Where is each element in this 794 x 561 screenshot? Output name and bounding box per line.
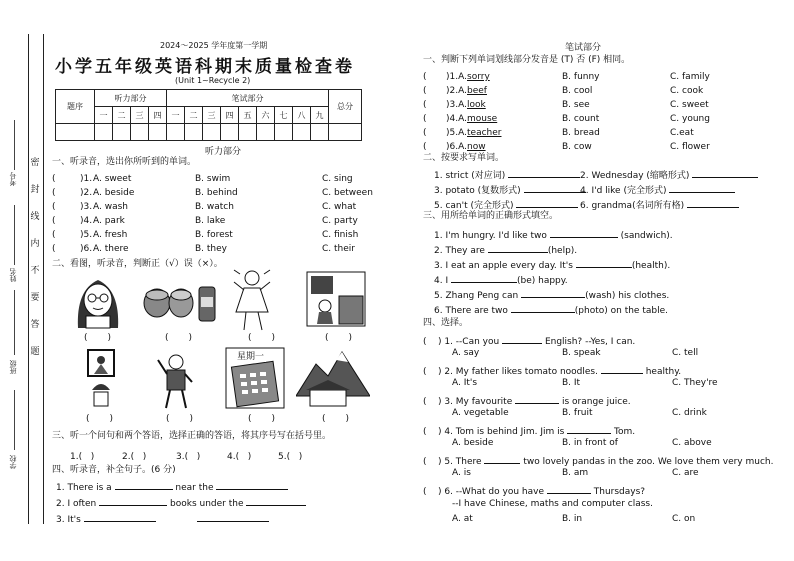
listening-q1-title: 一、听录音，选出你所听到的单词。 bbox=[52, 157, 197, 167]
s4-q5-b: B. am bbox=[562, 468, 589, 478]
option-a: A. park bbox=[93, 216, 125, 226]
s4-q1-c: C. tell bbox=[672, 348, 699, 358]
listening-q4-title: 四、听录音，补全句子。(6 分) bbox=[52, 465, 176, 475]
dancing-girl-picture bbox=[232, 268, 272, 332]
option-c: C. their bbox=[322, 244, 355, 254]
seal-char: 线 bbox=[30, 212, 40, 222]
soldier-picture bbox=[156, 352, 196, 410]
blank-input[interactable] bbox=[601, 364, 643, 374]
option-b: B. cow bbox=[562, 142, 592, 152]
q3-answer-label: 1.( bbox=[70, 452, 83, 462]
listening-q2-title: 二、看图，听录音，判断正（√）误（×）。 bbox=[52, 259, 223, 269]
option-a: A. beside bbox=[93, 188, 135, 198]
s3-item-5 bbox=[434, 288, 669, 302]
score-col-written: 笔试部分 bbox=[167, 90, 329, 107]
answer-bracket[interactable]: ( ) bbox=[423, 397, 442, 407]
s2-item-2 bbox=[580, 168, 758, 182]
s4-question-rest: Thursdays? bbox=[593, 487, 646, 497]
answer-bracket[interactable]: ( bbox=[52, 216, 56, 226]
food-picture bbox=[143, 283, 223, 323]
s4-q1-b: B. speak bbox=[562, 348, 601, 358]
page-title: 小学五年级英语科期末质量检查卷 bbox=[55, 57, 355, 77]
s4-q4-c: C. above bbox=[672, 438, 712, 448]
option-a: A. wash bbox=[93, 202, 128, 212]
blank-input[interactable] bbox=[567, 424, 611, 434]
answer-bracket[interactable]: ( ) bbox=[423, 367, 442, 377]
s4-question: 4. Tom is behind Jim. Jim is bbox=[444, 427, 565, 437]
written-s4-title: 四、选择。 bbox=[423, 318, 469, 328]
blank-input[interactable] bbox=[84, 512, 156, 522]
option-b: B. funny bbox=[562, 72, 600, 82]
s4-q2 bbox=[423, 364, 681, 378]
q4-text: books under the bbox=[170, 499, 244, 509]
answer-bracket[interactable]: ( ) bbox=[423, 337, 442, 347]
s3-item-4 bbox=[434, 273, 568, 287]
option-a: A. there bbox=[93, 244, 129, 254]
option-c: C. young bbox=[670, 114, 710, 124]
s4-q2-c: C. They're bbox=[672, 378, 718, 388]
option-c: C. party bbox=[322, 216, 358, 226]
s2-text: 5. can't (完全形式) bbox=[434, 201, 514, 211]
s3-item-2 bbox=[434, 243, 577, 257]
s2-item-6 bbox=[580, 198, 739, 212]
exam-number-line bbox=[14, 120, 15, 170]
option-b: B. watch bbox=[195, 202, 234, 212]
blank-input[interactable] bbox=[115, 480, 173, 490]
s3-hint: (sandwich). bbox=[620, 231, 673, 241]
binding-strip bbox=[28, 34, 44, 524]
q-number: )6. bbox=[80, 244, 93, 254]
s4-q3-a: A. vegetable bbox=[452, 408, 509, 418]
q4-text: 3. It's bbox=[56, 515, 81, 525]
blank-input[interactable] bbox=[488, 243, 548, 253]
s3-item-3 bbox=[434, 258, 670, 272]
score-col-total: 总分 bbox=[329, 90, 362, 124]
s4-q6 bbox=[423, 484, 645, 498]
q-number: )3.A. bbox=[446, 100, 467, 110]
mountain-house-picture bbox=[296, 346, 370, 408]
option-c: C. cook bbox=[670, 86, 704, 96]
s4-q6-b: B. in bbox=[562, 514, 583, 524]
q-number: )5.A. bbox=[446, 128, 467, 138]
blank-input[interactable] bbox=[521, 288, 585, 298]
answer-bracket[interactable]: ( ) bbox=[325, 333, 353, 343]
answer-bracket[interactable]: ( ) bbox=[423, 427, 442, 437]
answer-bracket[interactable]: ( ) bbox=[322, 414, 350, 424]
s4-q4 bbox=[423, 424, 635, 438]
seal-char: 封 bbox=[30, 185, 40, 195]
answer-bracket[interactable]: ( ) bbox=[423, 487, 442, 497]
s3-text: 4. I bbox=[434, 276, 449, 286]
s2-text: 4. I'd like (完全形式) bbox=[580, 186, 667, 196]
score-num: 七 bbox=[275, 107, 293, 124]
s4-question-rest: two lovely pandas in the zoo. We love them very much. bbox=[523, 457, 774, 467]
score-num: 四 bbox=[149, 107, 167, 124]
s4-q6-c: C. on bbox=[672, 514, 696, 524]
score-num: 二 bbox=[185, 107, 203, 124]
answer-bracket[interactable]: ( ) bbox=[86, 414, 114, 424]
option-b: B. count bbox=[562, 114, 600, 124]
answer-bracket[interactable]: ( bbox=[52, 188, 56, 198]
s3-text: 6. There are two bbox=[434, 306, 508, 316]
name-line bbox=[14, 205, 15, 265]
class-label: 班级 bbox=[9, 360, 17, 374]
q-number: )5. bbox=[80, 230, 93, 240]
s4-q5-a: A. is bbox=[452, 468, 471, 478]
answer-bracket[interactable]: ( bbox=[52, 202, 56, 212]
q-number: )4. bbox=[80, 216, 93, 226]
answer-bracket[interactable]: ( bbox=[52, 230, 56, 240]
option-b: B. behind bbox=[195, 188, 238, 198]
blank-input[interactable] bbox=[550, 228, 618, 238]
option-b: B. swim bbox=[195, 174, 231, 184]
option-a: A. fresh bbox=[93, 230, 128, 240]
s4-question: 5. There bbox=[444, 457, 482, 467]
s4-question-rest: English? --Yes, I can. bbox=[544, 337, 636, 347]
answer-bracket[interactable]: ( bbox=[423, 142, 427, 152]
written-title: 笔试部分 bbox=[565, 43, 602, 53]
answer-bracket[interactable]: ( bbox=[423, 72, 427, 82]
s3-item-6 bbox=[434, 303, 668, 317]
q4-text: 2. I often bbox=[56, 499, 97, 509]
score-num: 八 bbox=[293, 107, 311, 124]
calendar-label: 星期一 bbox=[235, 349, 266, 362]
s2-item-5 bbox=[434, 198, 578, 212]
kitchen-picture bbox=[305, 270, 367, 328]
s4-q3 bbox=[423, 394, 631, 408]
term-line: 2024～2025 学年度第一学期 bbox=[160, 41, 268, 50]
option-a: teacher bbox=[467, 128, 502, 138]
blank-input[interactable] bbox=[451, 273, 517, 283]
exam-number-label: 考号 bbox=[9, 172, 17, 186]
s3-hint: (help). bbox=[547, 246, 578, 256]
blank-input[interactable] bbox=[511, 303, 575, 313]
option-c: C. flower bbox=[670, 142, 710, 152]
q4-text: near the bbox=[175, 483, 214, 493]
s4-q6-a: A. at bbox=[452, 514, 473, 524]
s2-text: 2. Wednesday (缩略形式) bbox=[580, 171, 690, 181]
photo-plant-picture bbox=[74, 348, 124, 410]
s3-text: 2. They are bbox=[434, 246, 485, 256]
answer-bracket[interactable]: ( bbox=[423, 100, 427, 110]
answer-bracket[interactable]: ( bbox=[52, 174, 56, 184]
score-num: 九 bbox=[311, 107, 329, 124]
answer-bracket[interactable]: ( ) bbox=[166, 414, 194, 424]
score-num: 三 bbox=[131, 107, 149, 124]
score-table bbox=[55, 89, 362, 141]
seal-char: 要 bbox=[30, 293, 40, 303]
name-label: 姓名 bbox=[9, 268, 17, 282]
score-col-listen: 听力部分 bbox=[95, 90, 167, 107]
s4-q2-a: A. It's bbox=[452, 378, 478, 388]
q3-answer-label: 4.( bbox=[227, 452, 240, 462]
s4-q5 bbox=[423, 454, 773, 468]
option-b: B. forest bbox=[195, 230, 233, 240]
s2-text: 3. potato (复数形式) bbox=[434, 186, 521, 196]
s3-hint: (health). bbox=[631, 261, 671, 271]
option-c: C. sweet bbox=[670, 100, 709, 110]
s4-q3-c: C. drink bbox=[672, 408, 707, 418]
score-num: 四 bbox=[221, 107, 239, 124]
score-num: 五 bbox=[239, 107, 257, 124]
s2-text: 6. grandma(名词所有格) bbox=[580, 201, 685, 211]
option-a: beef bbox=[467, 86, 487, 96]
q-number: )1.A. bbox=[446, 72, 467, 82]
q3-answer-label: 5.( bbox=[278, 452, 291, 462]
blank-input[interactable] bbox=[692, 168, 758, 178]
answer-bracket[interactable]: ( ) bbox=[165, 333, 193, 343]
listening-title: 听力部分 bbox=[205, 147, 242, 157]
q-number: )2.A. bbox=[446, 86, 467, 96]
seal-char: 题 bbox=[30, 347, 40, 357]
blank-input[interactable] bbox=[516, 198, 578, 208]
s4-q6-answer: --I have Chinese, maths and computer class. bbox=[452, 499, 653, 509]
s4-question-rest: is orange juice. bbox=[561, 397, 631, 407]
s2-text: 1. strict (对应词) bbox=[434, 171, 506, 181]
s3-hint: (photo) on the table. bbox=[574, 306, 668, 316]
option-c: C.eat bbox=[670, 128, 694, 138]
q3-answer-3[interactable]: 3.( ) bbox=[176, 452, 201, 462]
s4-q1 bbox=[423, 334, 635, 348]
s2-item-1 bbox=[434, 168, 580, 182]
q4-sentence-2 bbox=[56, 496, 306, 510]
seal-char: 不 bbox=[30, 266, 40, 276]
s3-item-1 bbox=[434, 228, 673, 242]
s3-hint: (be) happy. bbox=[516, 276, 568, 286]
q3-answer-4[interactable]: 4.( ) bbox=[227, 452, 252, 462]
blank-input[interactable] bbox=[576, 258, 632, 268]
option-a: look bbox=[467, 100, 486, 110]
q3-answer-2[interactable]: 2.( ) bbox=[122, 452, 147, 462]
s3-text: 1. I'm hungry. I'd like two bbox=[434, 231, 547, 241]
listening-q3-title: 三、听一个问句和两个答语，选择正确的答语，将其序号写在括号里。 bbox=[52, 431, 332, 441]
seal-char: 密 bbox=[30, 158, 40, 168]
unit-range: (Unit 1~Recycle 2) bbox=[175, 76, 251, 85]
blank-input[interactable] bbox=[524, 183, 586, 193]
answer-bracket[interactable]: ( ) bbox=[248, 414, 276, 424]
school-label: 学校 bbox=[9, 455, 17, 469]
score-num: 二 bbox=[113, 107, 131, 124]
s4-question: 3. My favourite bbox=[444, 397, 513, 407]
option-a: mouse bbox=[467, 114, 498, 124]
q-number: )6.A. bbox=[446, 142, 467, 152]
option-b: B. bread bbox=[562, 128, 600, 138]
school-line bbox=[14, 390, 15, 450]
option-a: sorry bbox=[467, 72, 490, 82]
s3-text: 5. Zhang Peng can bbox=[434, 291, 519, 301]
s4-q4-b: B. in front of bbox=[562, 438, 618, 448]
option-a: now bbox=[467, 142, 486, 152]
seal-char: 答 bbox=[30, 320, 40, 330]
blank-input[interactable] bbox=[216, 480, 288, 490]
s4-question-rest: healthy. bbox=[645, 367, 682, 377]
blank-input[interactable] bbox=[547, 484, 591, 494]
answer-bracket[interactable]: ( ) bbox=[248, 333, 276, 343]
s4-q3-b: B. fruit bbox=[562, 408, 593, 418]
q-number: )3. bbox=[80, 202, 93, 212]
option-c: C. sing bbox=[322, 174, 353, 184]
written-s1-title: 一、判断下列单词划线部分发音是 (T) 否 (F) 相同。 bbox=[423, 55, 631, 65]
option-a: A. sweet bbox=[93, 174, 132, 184]
class-line bbox=[14, 290, 15, 355]
s2-item-3 bbox=[434, 183, 586, 197]
blank-input[interactable] bbox=[197, 512, 269, 522]
q3-answer-1[interactable]: 1.( ) bbox=[70, 452, 95, 462]
blank-input[interactable] bbox=[502, 334, 542, 344]
s2-item-4 bbox=[580, 183, 735, 197]
score-num: 六 bbox=[257, 107, 275, 124]
score-col-ti: 题序 bbox=[56, 90, 95, 124]
blank-input[interactable] bbox=[246, 496, 306, 506]
q-number: )2. bbox=[80, 188, 93, 198]
option-b: B. cool bbox=[562, 86, 593, 96]
answer-bracket[interactable]: ( bbox=[52, 244, 56, 254]
blank-input[interactable] bbox=[669, 183, 735, 193]
score-num: 一 bbox=[167, 107, 185, 124]
option-c: C. family bbox=[670, 72, 710, 82]
s4-q2-b: B. It bbox=[562, 378, 581, 388]
answer-bracket[interactable]: ( bbox=[423, 128, 427, 138]
blank-input[interactable] bbox=[515, 394, 559, 404]
seal-char: 内 bbox=[30, 239, 40, 249]
blank-input[interactable] bbox=[508, 168, 580, 178]
q3-answer-5[interactable]: 5.( ) bbox=[278, 452, 303, 462]
q-number: )1. bbox=[80, 174, 93, 184]
s4-q1-a: A. say bbox=[452, 348, 480, 358]
s4-question: 1. --Can you bbox=[444, 337, 500, 347]
score-num: 三 bbox=[203, 107, 221, 124]
written-s2-title: 二、按要求写单词。 bbox=[423, 153, 505, 163]
s4-q5-c: C. are bbox=[672, 468, 699, 478]
option-b: B. see bbox=[562, 100, 590, 110]
option-c: C. between bbox=[322, 188, 373, 198]
score-num: 一 bbox=[95, 107, 113, 124]
s3-hint: (wash) his clothes. bbox=[585, 291, 670, 301]
s4-question-rest: Tom. bbox=[614, 427, 636, 437]
answer-bracket[interactable]: ( ) bbox=[423, 457, 442, 467]
option-b: B. lake bbox=[195, 216, 226, 226]
q3-answer-label: 2.( bbox=[122, 452, 135, 462]
option-c: C. what bbox=[322, 202, 357, 212]
option-b: B. they bbox=[195, 244, 227, 254]
answer-bracket[interactable]: ( bbox=[423, 86, 427, 96]
blank-input[interactable] bbox=[687, 198, 739, 208]
s4-question: 6. --What do you have bbox=[444, 487, 544, 497]
answer-bracket[interactable]: ( ) bbox=[84, 333, 112, 343]
answer-bracket[interactable]: ( bbox=[423, 114, 427, 124]
s4-question: 2. My father likes tomato noodles. bbox=[444, 367, 598, 377]
option-c: C. finish bbox=[322, 230, 359, 240]
q4-sentence-3 bbox=[56, 512, 269, 526]
q-number: )4.A. bbox=[446, 114, 467, 124]
q4-text: 1. There is a bbox=[56, 483, 112, 493]
q3-answer-label: 3.( bbox=[176, 452, 189, 462]
q4-sentence-1 bbox=[56, 480, 288, 494]
s4-q4-a: A. beside bbox=[452, 438, 494, 448]
blank-input[interactable] bbox=[99, 496, 167, 506]
girl-glasses-picture bbox=[68, 270, 128, 330]
written-s3-title: 三、用所给单词的正确形式填空。 bbox=[423, 211, 559, 221]
blank-input[interactable] bbox=[484, 454, 520, 464]
s3-text: 3. I eat an apple every day. It's bbox=[434, 261, 573, 271]
